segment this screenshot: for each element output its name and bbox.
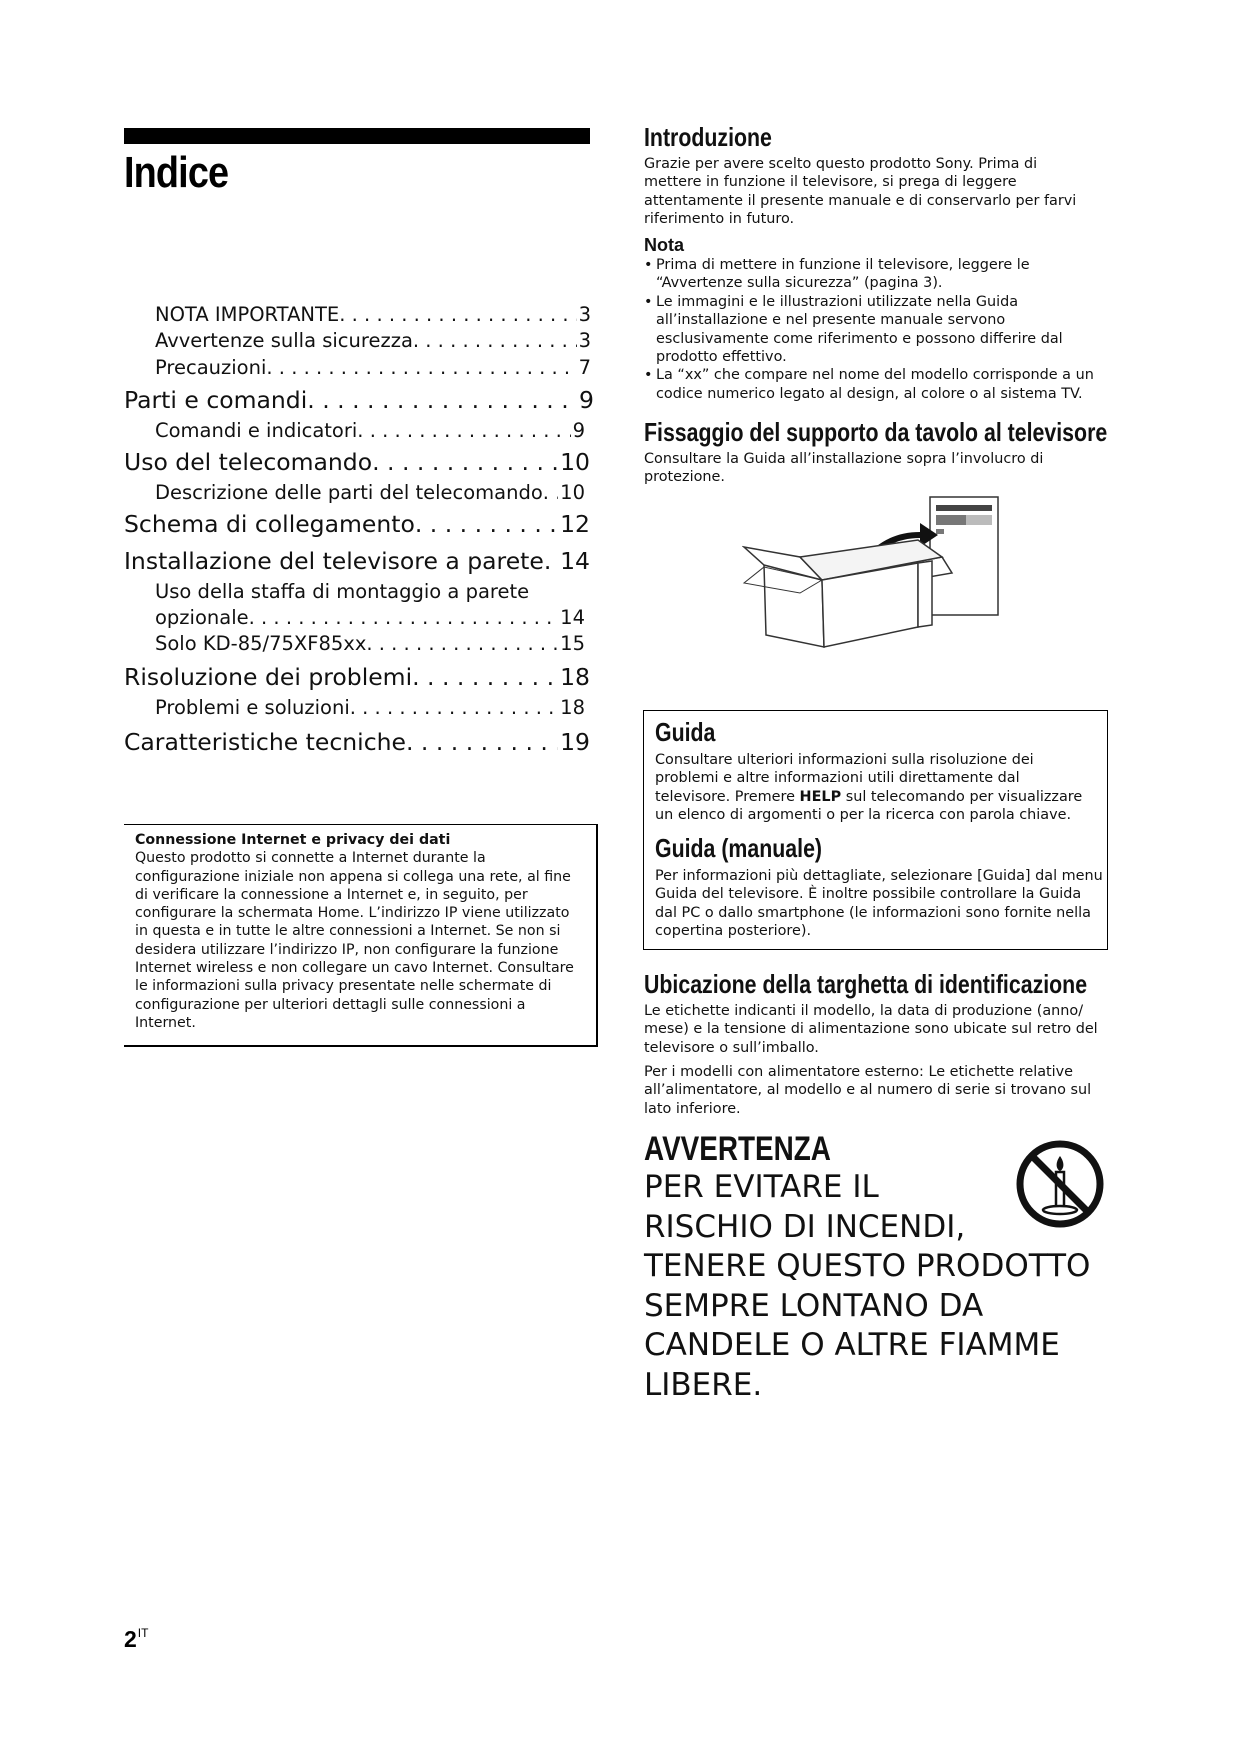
no-open-flame-icon [1014, 1138, 1106, 1230]
privacy-body: Questo prodotto si connette a Internet durante la configurazione iniziale non appena si collega una rete, al fine di verificare la connessione a Internet e, in seguito, per configurare la schermata Home. L’indirizzo IP viene utilizzato in questa e in tutte le altre connessioni a Internet. Se non si desidera utilizzare l’indirizzo IP, non configurare la funzione Internet wireless e non collegare un cavo Internet. Consultare le informazioni sulla privacy presentate nelle schermate di configurazione per ulteriori dettagli sulle connessioni a Internet. [135, 850, 574, 1031]
toc-page: 10 [560, 481, 585, 504]
toc-entry[interactable] [155, 606, 585, 629]
toc-page: 14 [560, 547, 590, 575]
toc-page: 3 [578, 303, 591, 326]
page-number-value: 2 [124, 1626, 137, 1652]
intro-body: Grazie per avere scelto questo prodotto Sony. Prima di mettere in funzione il televisore, si prega di leggere attentamente il presente manuale e di conservarlo per farvi riferimento in futuro. [644, 156, 1077, 228]
toc-entry[interactable] [124, 510, 590, 538]
toc-label: Solo KD-85/75XF85xx [155, 632, 367, 655]
toc-entry[interactable] [124, 547, 590, 575]
toc-page: 10 [560, 448, 590, 476]
note-heading: Nota [644, 235, 684, 255]
toc-label: Risoluzione dei problemi [124, 663, 413, 691]
toc-entry[interactable] [124, 663, 590, 691]
guide-info-box [643, 710, 1108, 950]
toc-page: 19 [560, 728, 590, 756]
help-key-label: HELP [799, 788, 842, 805]
toc-label: Precauzioni [155, 356, 267, 379]
toc-entry[interactable] [124, 386, 594, 414]
toc-page: 9 [579, 386, 594, 414]
warning-line: LIBERE. [644, 1366, 763, 1403]
page-language-code: IT [137, 1626, 149, 1640]
toc-entry[interactable] [155, 356, 591, 379]
toc-page: 7 [578, 356, 591, 379]
warning-line: CANDELE O ALTRE FIAMME [644, 1327, 1060, 1363]
toc-page: 18 [560, 663, 590, 691]
box-to-guide-arrow-illustration [742, 495, 1002, 695]
guide-heading: Guida [655, 717, 716, 747]
index-title: Indice [124, 148, 229, 197]
note-item: • Le immagini e le illustrazioni utilizzate nella Guida all’installazione e nel presente manuale servono esclusivamente come riferimento e possono differire dal prodotto effettivo. [644, 293, 1104, 367]
toc-label: Problemi e soluzioni [155, 696, 350, 719]
toc-page: 12 [560, 510, 590, 538]
note-item: • La “xx” che compare nel nome del modello corrisponde a un codice numerico legato al design, al colore o al sistema TV. [644, 366, 1104, 403]
toc-entry[interactable] [155, 303, 591, 326]
intro-heading: Introduzione [644, 122, 772, 152]
privacy-title: Connessione Internet e privacy dei dati [135, 832, 451, 848]
manual-heading: Guida (manuale) [655, 833, 823, 863]
toc-entry[interactable] [155, 580, 529, 603]
toc-entry[interactable] [155, 481, 585, 504]
toc-label: Schema di collegamento [124, 510, 415, 538]
toc-page: 18 [560, 696, 585, 719]
toc-entry[interactable] [155, 632, 585, 655]
toc-entry[interactable] [155, 329, 591, 352]
toc-label: Uso del telecomando [124, 448, 373, 476]
toc-page: 3 [578, 329, 591, 352]
toc-label: Comandi e indicatori [155, 419, 358, 442]
index-title-bar [124, 128, 590, 144]
toc-label: Installazione del televisore a parete [124, 547, 544, 575]
guide-body [655, 751, 1097, 825]
warning-line: SEMPRE LONTANO DA [644, 1287, 984, 1324]
label-body-1: Le etichette indicanti il modello, la data di produzione (anno/ mese) e la tensione di alimentazione sono ubicate sul retro del televisore o sull’imballo. [644, 1003, 1098, 1056]
toc-page: 14 [560, 606, 585, 629]
warning-line: TENERE QUESTO PRODOTTO [644, 1248, 1091, 1284]
toc-entry[interactable] [155, 696, 585, 719]
toc-entry[interactable] [155, 419, 585, 442]
warning-line: RISCHIO DI INCENDI, [644, 1208, 966, 1245]
toc-label: Descrizione delle parti del telecomando [155, 481, 543, 504]
stand-body: Consultare la Guida all’installazione sopra l’involucro di protezione. [644, 451, 1044, 486]
toc-page: 15 [560, 632, 585, 655]
page-number [124, 1626, 148, 1653]
toc-label: opzionale [155, 606, 249, 629]
privacy-notice-box [124, 824, 598, 1047]
toc-page: 9 [572, 419, 585, 442]
warning-line: PER EVITARE IL [644, 1169, 879, 1205]
toc-label: Caratteristiche tecniche [124, 728, 406, 756]
toc-label: Uso della staffa di montaggio a parete [155, 580, 530, 603]
toc-entry[interactable] [124, 728, 590, 756]
note-item: • Prima di mettere in funzione il televisore, leggere le “Avvertenze sulla sicurezza” (pagina 3). [644, 256, 1104, 293]
manual-body: Per informazioni più dettagliate, selezionare [Guida] dal menu Guida del televisore. È inoltre possibile controllare la Guida dal PC o dallo smartphone (le informazioni sono fornite nella copertina posteriore). [655, 868, 1103, 940]
toc-label: Parti e comandi [124, 386, 308, 414]
toc-label: NOTA IMPORTANTE [155, 303, 340, 326]
stand-heading: Fissaggio del supporto da tavolo al televisore [644, 417, 1108, 447]
note-list [644, 256, 1104, 403]
toc-label: Avvertenze sulla sicurezza [155, 329, 413, 352]
label-body-2: Per i modelli con alimentatore esterno: Le etichette relative all’alimentatore, al modello e al numero di serie si trovano sul lato inferiore. [644, 1064, 1092, 1117]
label-location-heading: Ubicazione della targhetta di identificazione [644, 969, 1088, 999]
guide-body-text: Consultare ulteriori informazioni sulla risoluzione dei problemi e altre informazioni utili direttamente dal televisore. Premere [655, 752, 1034, 805]
toc-entry[interactable] [124, 448, 590, 476]
warning-title: AVVERTENZA [644, 1130, 831, 1168]
guide-body-text: sul telecomando per visualizzare un elenco di argomenti o per la ricerca con parola chiave. [655, 788, 1083, 824]
